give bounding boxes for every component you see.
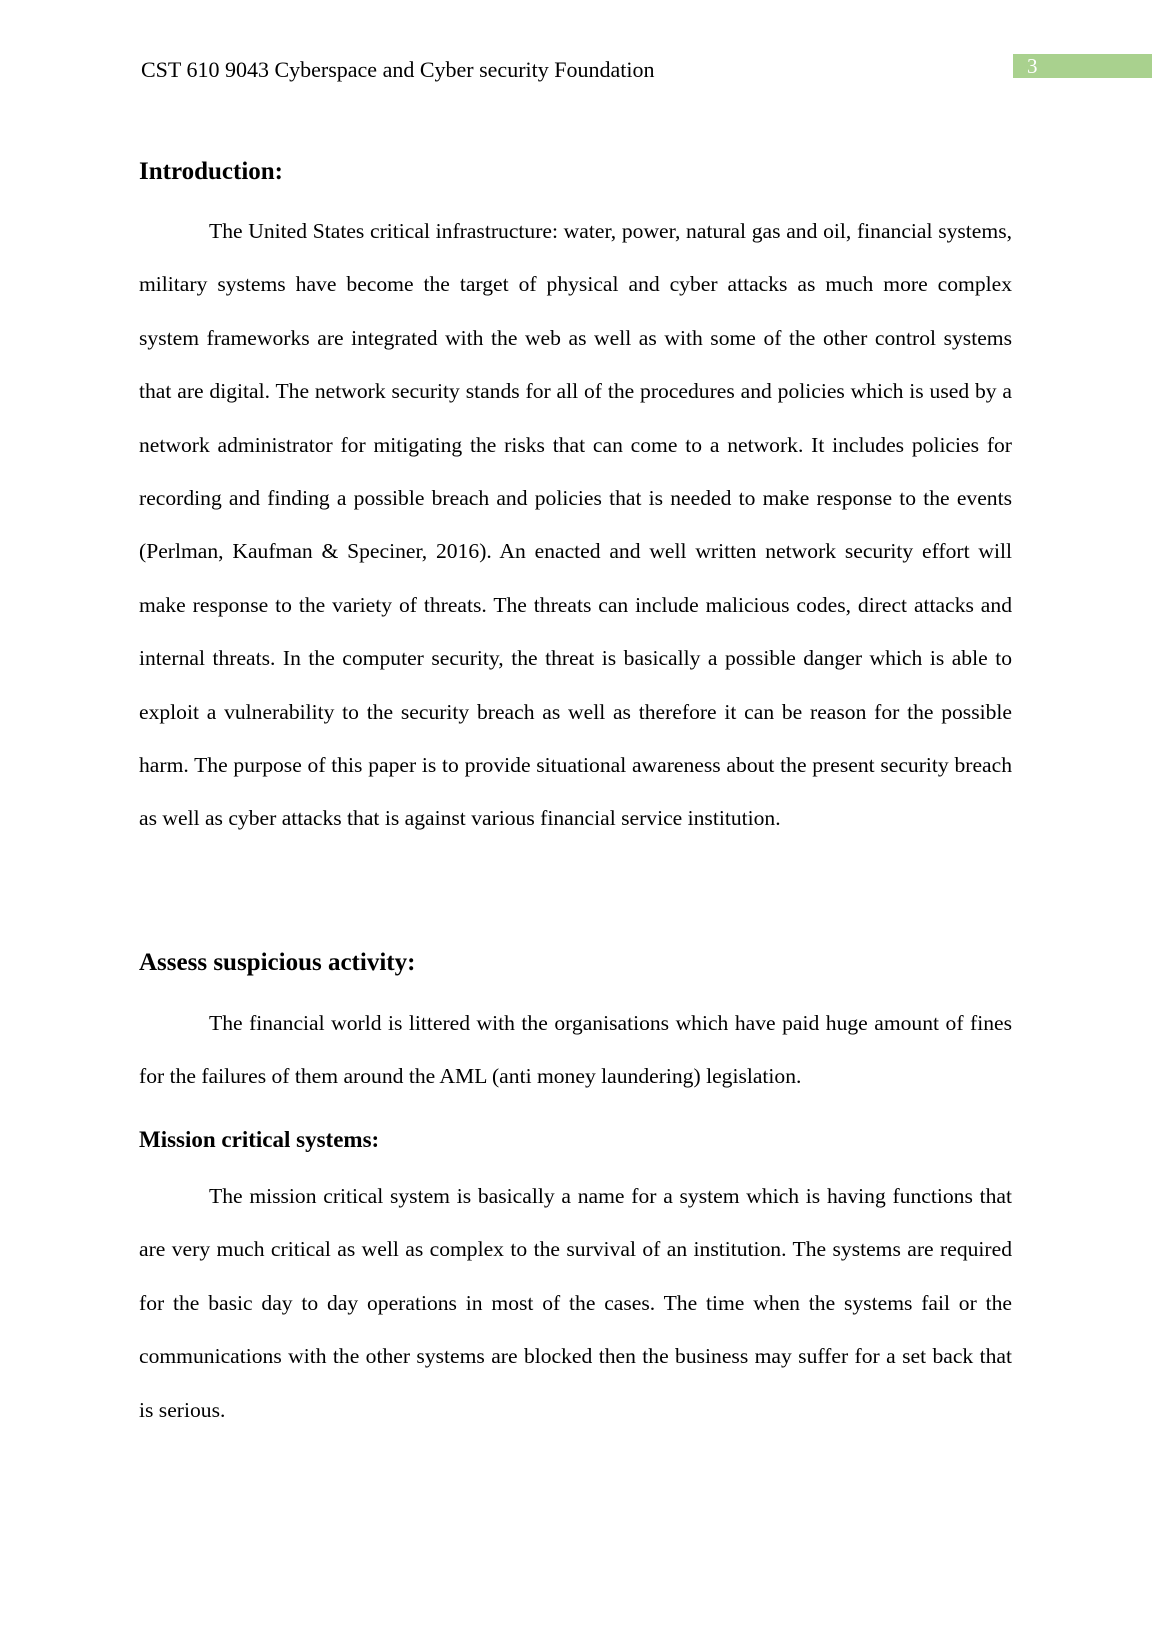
section-heading: Mission critical systems: [139, 1127, 380, 1152]
section-introduction [139, 155, 1012, 846]
section-heading: Introduction: [139, 158, 284, 185]
section-heading: Assess suspicious activity: [139, 949, 416, 976]
section-mission-critical-systems [139, 1124, 1012, 1437]
page-number: 3 [1013, 54, 1152, 78]
section-assess-suspicious-activity [139, 946, 1012, 1104]
section-paragraph: The mission critical system is basically a name for a system which is having functions that are very much critical as well as complex to the survival of an institution. The systems are required for the basic day to day operations in most of the cases. The time when the systems fail or the communications with the other systems are blocked then the business may suffer for a set back that is serious. [139, 1184, 1012, 1422]
section-paragraph: The financial world is littered with the organisations which have paid huge amount of fines for the failures of them around the AML (anti money laundering) legislation. [139, 1011, 1012, 1089]
section-paragraph: The United States critical infrastructure: water, power, natural gas and oil, financial systems, military systems have become the target of physical and cyber attacks as much more complex system frameworks are integrated with the web as well as with some of the other control systems that are digital. The network security stands for all of the procedures and policies which is used by a network administrator for mitigating the risks that can come to a network. It includes policies for recording and finding a possible breach and policies that is needed to make response to the events (Perlman, Kaufman & Speciner, 2016). An enacted and well written network security effort will make response to the variety of threats. The threats can include malicious codes, direct attacks and internal threats. In the computer security, the threat is basically a possible danger which is able to exploit a vulnerability to the security breach as well as therefore it can be reason for the possible harm. The purpose of this paper is to provide situational awareness about the present security breach as well as cyber attacks that is against various financial service institution. [139, 219, 1012, 831]
running-head: CST 610 9043 Cyberspace and Cyber security Foundation [141, 57, 655, 82]
